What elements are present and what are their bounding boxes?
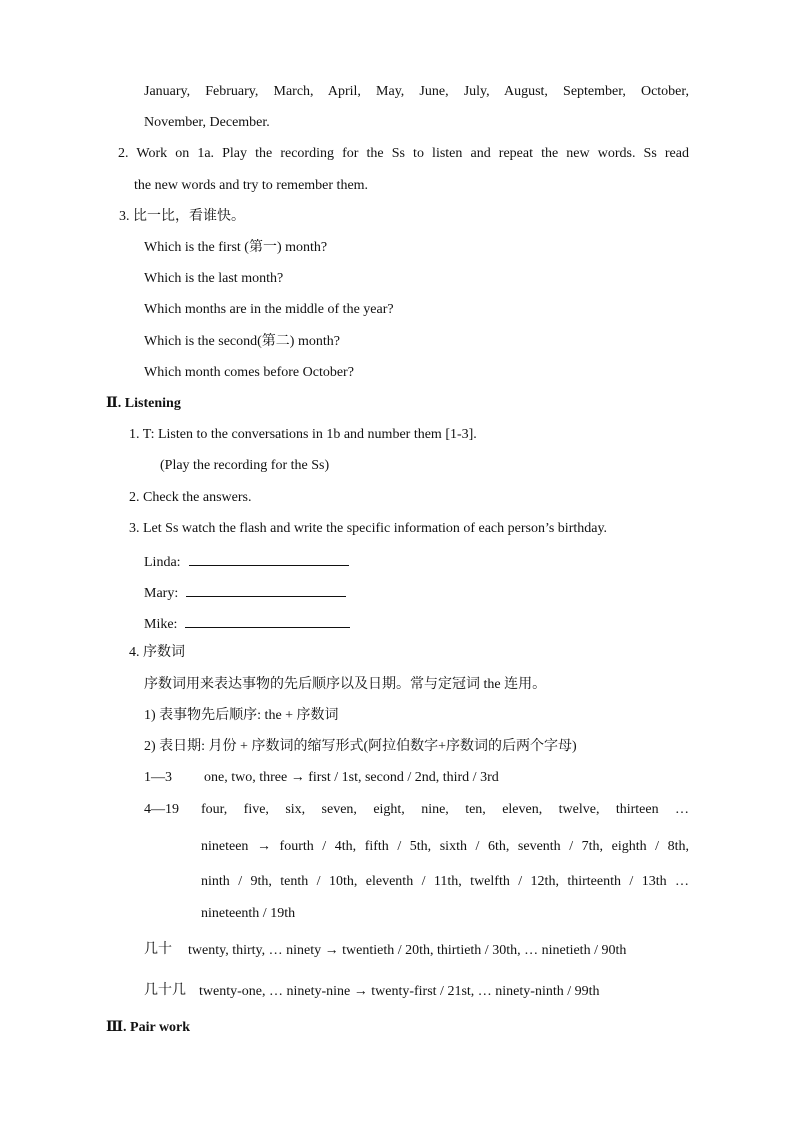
question-5: Which month comes before October? [144,365,354,380]
ordinal-rule-1: 1) 表事物先后顺序: the + 序数词 [144,708,339,723]
mike-row [144,613,350,634]
question-2: Which is the last month? [144,271,284,286]
listening-step-1-note: (Play the recording for the Ss) [160,458,330,473]
section-3-title: Ⅲ. Pair work [106,1020,191,1035]
months-line-2: November, December. [144,115,270,130]
ordinal-heading: 4. 序数词 [129,645,185,660]
range-4-19-line-1: four, five, six, seven, eight, nine, ten, eleven, twelve, thirteen … [201,802,689,817]
tens-plus-text: twenty-one, … ninety-nine → twenty-first / 21st, … ninety-ninth / 99th [199,984,600,999]
mike-answer-blank[interactable] [185,613,350,628]
tens-plus-label: 几十几 [144,983,186,998]
mary-label: Mary: [144,586,179,601]
months-line-1: January, February, March, April, May, June, July, August, September, October, [144,84,689,99]
listening-step-3: 3. Let Ss watch the flash and write the specific information of each person’s birthday. [129,521,608,536]
range-4-19-label: 4—19 [144,802,179,817]
range-4-19-line-4: nineteenth / 19th [201,906,296,921]
tens-label: 几十 [144,942,172,957]
ordinal-rule-2: 2) 表日期: 月份 + 序数词的缩写形式(阿拉伯数字+序数词的后两个字母) [144,739,577,754]
question-1: Which is the first (第一) month? [144,240,328,255]
range-1-3-text: one, two, three → first / 1st, second / 2nd, third / 3rd [204,770,499,785]
range-4-19-line-2: nineteen → fourth / 4th, fifth / 5th, sixth / 6th, seventh / 7th, eighth / 8th, [201,839,689,854]
mary-row [144,582,346,603]
question-4: Which is the second(第二) month? [144,334,340,349]
question-3: Which months are in the middle of the year? [144,302,394,317]
linda-label: Linda: [144,555,181,570]
section-2-title: Ⅱ. Listening [106,396,181,411]
item-3-heading: 3. 比一比，看谁快。 [119,209,245,224]
item-2-line-2: the new words and try to remember them. [134,178,369,193]
linda-answer-blank[interactable] [189,551,349,566]
listening-step-1: 1. T: Listen to the conversations in 1b and number them [1-3]. [129,427,477,442]
listening-step-2: 2. Check the answers. [129,490,252,505]
range-1-3-label: 1—3 [144,770,172,785]
range-4-19-line-3: ninth / 9th, tenth / 10th, eleventh / 11th, twelfth / 12th, thirteenth / 13th … [201,874,689,889]
tens-text: twenty, thirty, … ninety → twentieth / 20th, thirtieth / 30th, … ninetieth / 90th [188,943,627,958]
item-2-line-1: 2. Work on 1a. Play the recording for the Ss to listen and repeat the new words. Ss read [118,146,689,161]
mike-label: Mike: [144,617,178,632]
mary-answer-blank[interactable] [186,582,346,597]
linda-row [144,551,349,572]
ordinal-description: 序数词用来表达事物的先后顺序以及日期。常与定冠词 the 连用。 [144,677,547,692]
